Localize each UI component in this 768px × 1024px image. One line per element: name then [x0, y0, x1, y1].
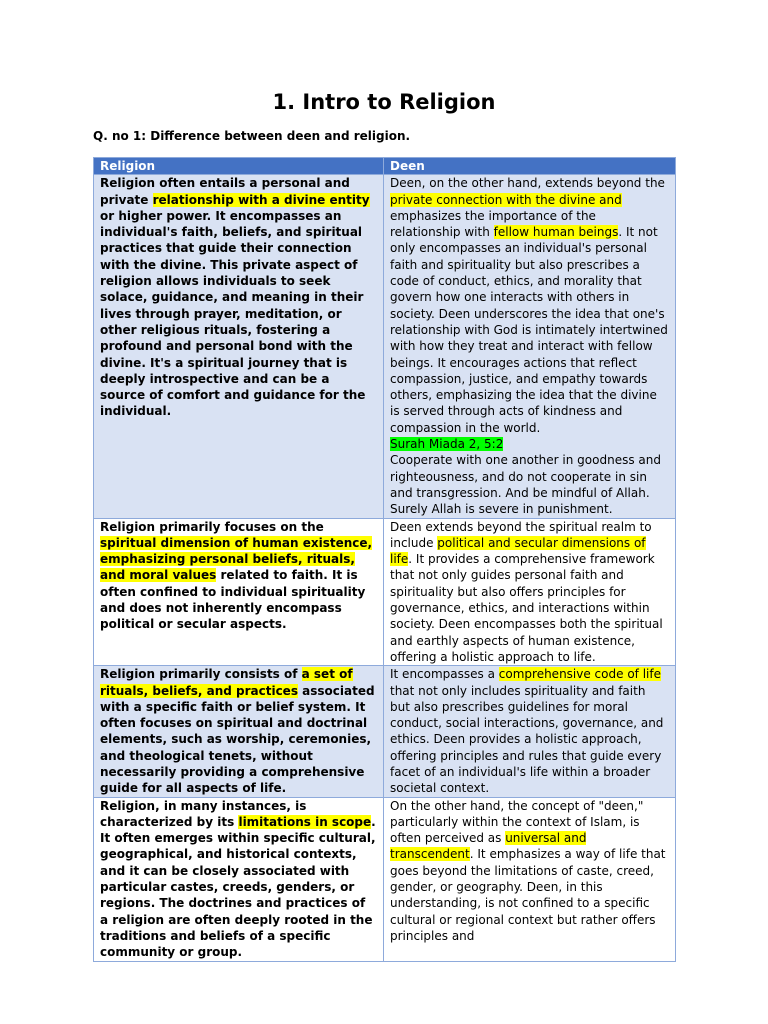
table-row [94, 666, 676, 797]
religion-cell [94, 175, 384, 518]
text-run: Deen, on the other hand, extends beyond the [390, 176, 665, 191]
verse-reference: Surah Miada 2, 5:2 [390, 437, 504, 452]
table-row [94, 797, 676, 961]
text-run: associated with a specific faith or belief system. It often focuses on spiritual and doctrinal elements, such as worship, ceremonies, and theological tenets, without necessarily providing a comprehensive guide for all aspects of life. [100, 683, 375, 796]
text-run: On the other hand, the concept of "deen," particularly within the context of Islam, is often perceived as [390, 798, 644, 846]
column-header-religion: Religion [94, 158, 384, 175]
text-run: . It not only encompasses an individual's personal faith and spirituality but also prescribes a code of conduct, ethics, and morality that govern how one interacts with others in society. Deen underscores the idea that one's relationship with God is intimately intertwined with how they treat and interact with fellow beings. It encourages actions that reflect compassion, justice, and empathy towards others, emphasizing the idea that the divine is served through acts of kindness and compassion in the world. [390, 225, 668, 435]
text-run: Religion primarily consists of [100, 667, 302, 682]
highlighted-text: a set of rituals, beliefs, and practices [100, 667, 353, 698]
question-heading: Q. no 1: Difference between deen and religion. [93, 129, 411, 143]
highlighted-text: political and secular dimensions of life [390, 535, 646, 567]
column-header-deen: Deen [384, 158, 676, 175]
religion-cell [94, 797, 384, 961]
highlighted-text: limitations in scope [238, 814, 372, 829]
text-run: Religion often entails a personal and private [100, 176, 350, 207]
table-row [94, 518, 676, 666]
deen-cell [384, 518, 676, 666]
highlighted-text: private connection with the divine and [390, 192, 622, 207]
text-run: It encompasses a [390, 667, 499, 682]
table-header-row [94, 158, 676, 175]
text-run: Deen extends beyond the spiritual realm to include [390, 519, 652, 550]
text-run: related to faith. It is often confined to individual spirituality and does not inherently encompass political or secular aspects. [100, 568, 366, 632]
verse-reference-line [390, 436, 669, 452]
religion-cell [94, 518, 384, 666]
text-run: . It emphasizes a way of life that goes beyond the limitations of caste, creed, gender, or geography. Deen, in this understanding, is not confined to a specific cultural or regional context but rather offers principles and [390, 847, 666, 943]
deen-cell [384, 666, 676, 797]
text-run: . It often emerges within specific cultural, geographical, and historical contexts, and it can be closely associated with particular castes, creeds, genders, or regions. The doctrines and practices of a religion are often deeply rooted in the traditions and beliefs of a specific community or group. [100, 814, 376, 960]
highlighted-text: universal and transcendent [390, 831, 587, 862]
deen-cell [384, 797, 676, 961]
highlighted-text: fellow human beings [493, 225, 619, 240]
comparison-table [93, 157, 676, 962]
text-run: Religion primarily focuses on the [100, 519, 324, 534]
verse-text: Cooperate with one another in goodness and righteousness, and do not cooperate in sin and transgression. And be mindful of Allah. Surely Allah is severe in punishment. [390, 453, 661, 517]
highlighted-text: spiritual dimension of human existence, emphasizing personal beliefs, rituals, and moral values [100, 535, 373, 583]
highlighted-text: comprehensive code of life [498, 667, 661, 682]
text-run: emphasizes the importance of the relationship with [390, 208, 596, 240]
table-row [94, 175, 676, 518]
text-run: Religion, in many instances, is characterized by its [100, 798, 307, 829]
deen-cell [384, 175, 676, 518]
text-run: or higher power. It encompasses an individual's faith, beliefs, and spiritual practices that guide their connection with the divine. This private aspect of religion allows individuals to seek solace, guidance, and meaning in their lives through prayer, meditation, or other religious rituals, fostering a profound and personal bond with the divine. It's a spiritual journey that is deeply introspective and can be a source of comfort and guidance for the individual. [100, 208, 366, 419]
religion-cell [94, 666, 384, 797]
text-run: . It provides a comprehensive framework that not only guides personal faith and spirituality but also offers principles for governance, ethics, and interactions within society. Deen encompasses both the spiritual and earthly aspects of human existence, offering a holistic approach to life. [390, 552, 663, 664]
highlighted-text: relationship with a divine entity [152, 192, 370, 207]
text-run: that not only includes spirituality and faith but also prescribes guidelines for moral conduct, social interactions, governance, and ethics. Deen provides a holistic approach, offering principles and rules that guide every facet of an individual's life within a broader societal context. [390, 683, 664, 796]
page-title: 1. Intro to Religion [272, 90, 496, 114]
